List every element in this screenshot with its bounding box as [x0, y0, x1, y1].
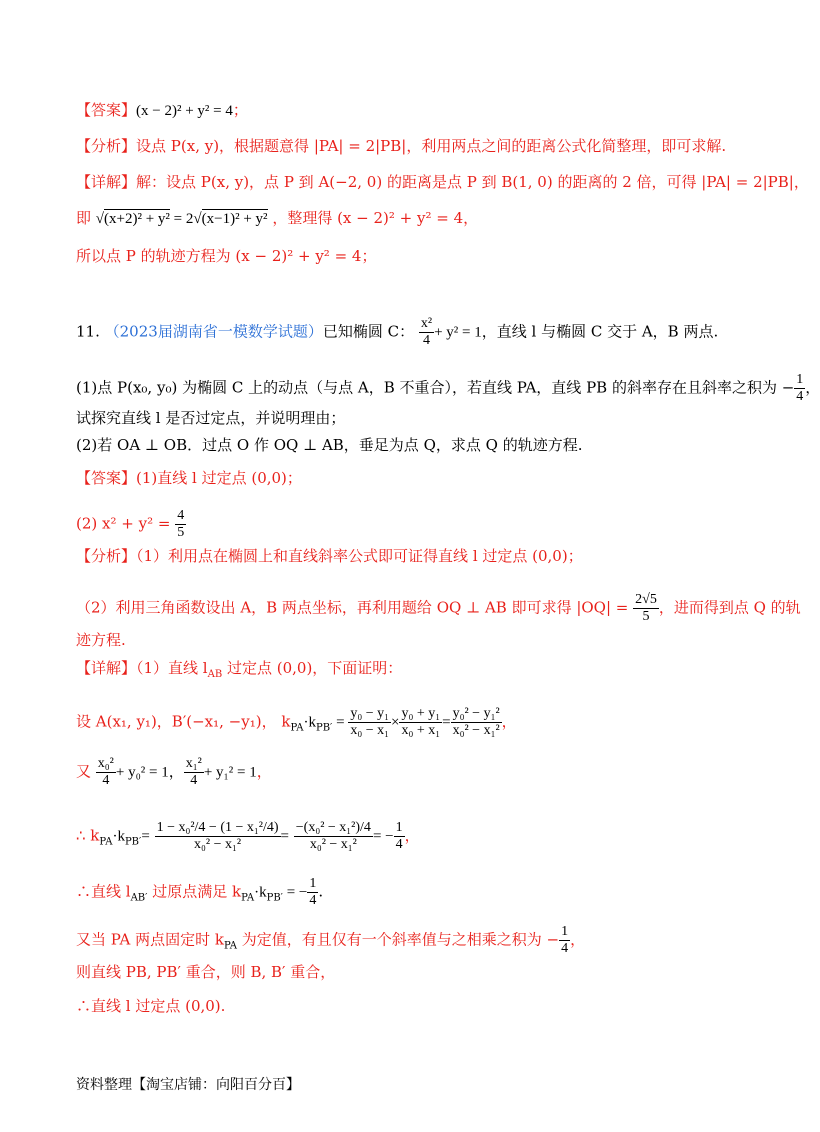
q11-analysis2-cont: 迹方程.	[76, 631, 126, 649]
q11-step6: 则直线 PB, PB′ 重合，则 B, B′ 重合，	[76, 963, 336, 981]
q11-detail1: 【详解】（1）直线 $l_{AB}$ 过定点 (0,0)，下面证明：	[76, 659, 403, 680]
question-source: （2023届湖南省一模数学试题）	[104, 322, 323, 341]
q11-step1: 设 A(x₁, y₁)，B′(−x₁, −y₁)， $k_{PA}\cdot k_{PB'}$ = $\frac{\text{y₀ − y₁}}{\text{x₀ − x₁}}$ × $\frac{\text{y₀ + y₁}}{\text{x₀ + x₁}}$ = $\frac{\text{y₀² − y₁²}}{\text{x₀² − x₁²}}$ ，	[76, 706, 517, 738]
q11-step3: ∴ $k_{PA}\cdot k_{PB'}=$ $\frac{\text{1 − x₀²/4 − (1 − x₁²/4)}}{\text{x₀² − x₁²}}$ = $\frac{\text{−(x₀² − x₁²)/4}}{\text{x₀² − x₁²}}$ = − $\frac{1}{4}$ ，	[76, 820, 420, 852]
q11-stem: 11. （2023届湖南省一模数学试题）已知椭圆 C： $\frac{\text{x²}}{4}$ + y² = 1，直线 l 与椭圆 C 交于 A，B 两点.	[76, 316, 719, 348]
q11-analysis1: 【分析】（1）利用点在椭圆上和直线斜率公式即可证得直线 l 过定点 (0,0)；	[76, 547, 583, 565]
q11-answer1: 【答案】(1)直线 l 过定点 (0,0)；	[76, 469, 302, 487]
q11-step5: 又当 PA 两点固定时 $k_{PA}$ 为定值，有且仅有一个斜率值与之相乘之积为 − $\frac{1}{4}$ ，	[76, 924, 586, 956]
answer-tag: 【答案】	[76, 101, 137, 119]
q10-conclusion: 所以点 P 的轨迹方程为 (x − 2)² + y² = 4；	[76, 247, 377, 265]
q11-analysis2: （2）利用三角函数设出 A，B 两点坐标，再利用题给 OQ ⊥ AB 即可求得 |OQ| = $\frac{2√5}{5}$ ，进而得到点 Q 的轨	[76, 592, 801, 624]
answer-expr: (x − 2)² + y² = 4	[136, 103, 233, 119]
q10-answer: 【答案】(x − 2)² + y² = 4；	[76, 101, 248, 119]
q11-step2: 又 $\frac{\text{x₀²}}{4}$ + y₀² = 1， $\frac{\text{x₁²}}{4}$ + y₁² = 1，	[76, 756, 272, 788]
q10-analysis: 【分析】设点 P(x, y)，根据题意得 |PA| = 2|PB|，利用两点之间的距离公式化简整理，即可求解.	[76, 137, 727, 155]
q11-answer2: (2) x² + y² = $\frac{4}{5}$	[76, 508, 185, 540]
q11-part1: (1)点 P(x₀, y₀) 为椭圆 C 上的动点（与点 A，B 不重合），若直线 PA，直线 PB 的斜率存在且斜率之积为 − $\frac{1}{4}$ ，	[76, 372, 820, 404]
q10-detail-line2: 即 √(x+2)² + y² = 2√(x−1)² + y² ，整理得 (x − 2)² + y² = 4，	[76, 209, 479, 227]
distance-equation: √(x+2)² + y² = 2√(x−1)² + y²	[95, 211, 268, 227]
q11-part2: (2)若 OA ⊥ OB．过点 O 作 OQ ⊥ AB，垂足为点 Q，求点 Q 的轨迹方程.	[76, 436, 583, 454]
ellipse-fraction: $\frac{\text{x²}}{4}$	[420, 316, 433, 348]
analysis-text: 设点 P(x, y)，根据题意得 |PA| = 2|PB|，利用两点之间的距离公式化简整理，即可求解.	[136, 137, 727, 155]
q11-part1-cont: 试探究直线 l 是否过定点，并说明理由；	[76, 409, 346, 427]
q11-step7: ∴直线 l 过定点 (0,0).	[76, 997, 226, 1015]
q11-step4: ∴直线 $l_{AB'}$ 过原点满足 $k_{PA}\cdot k_{PB'}$ = − $\frac{1}{4}$ .	[76, 876, 324, 908]
page-footer: 资料整理【淘宝店铺：向阳百分百】	[76, 1077, 300, 1093]
q10-detail: 【详解】解：设点 P(x, y)，点 P 到 A(−2, 0) 的距离是点 P 到 B(1, 0) 的距离的 2 倍，可得 |PA| = 2|PB|，	[76, 173, 809, 191]
